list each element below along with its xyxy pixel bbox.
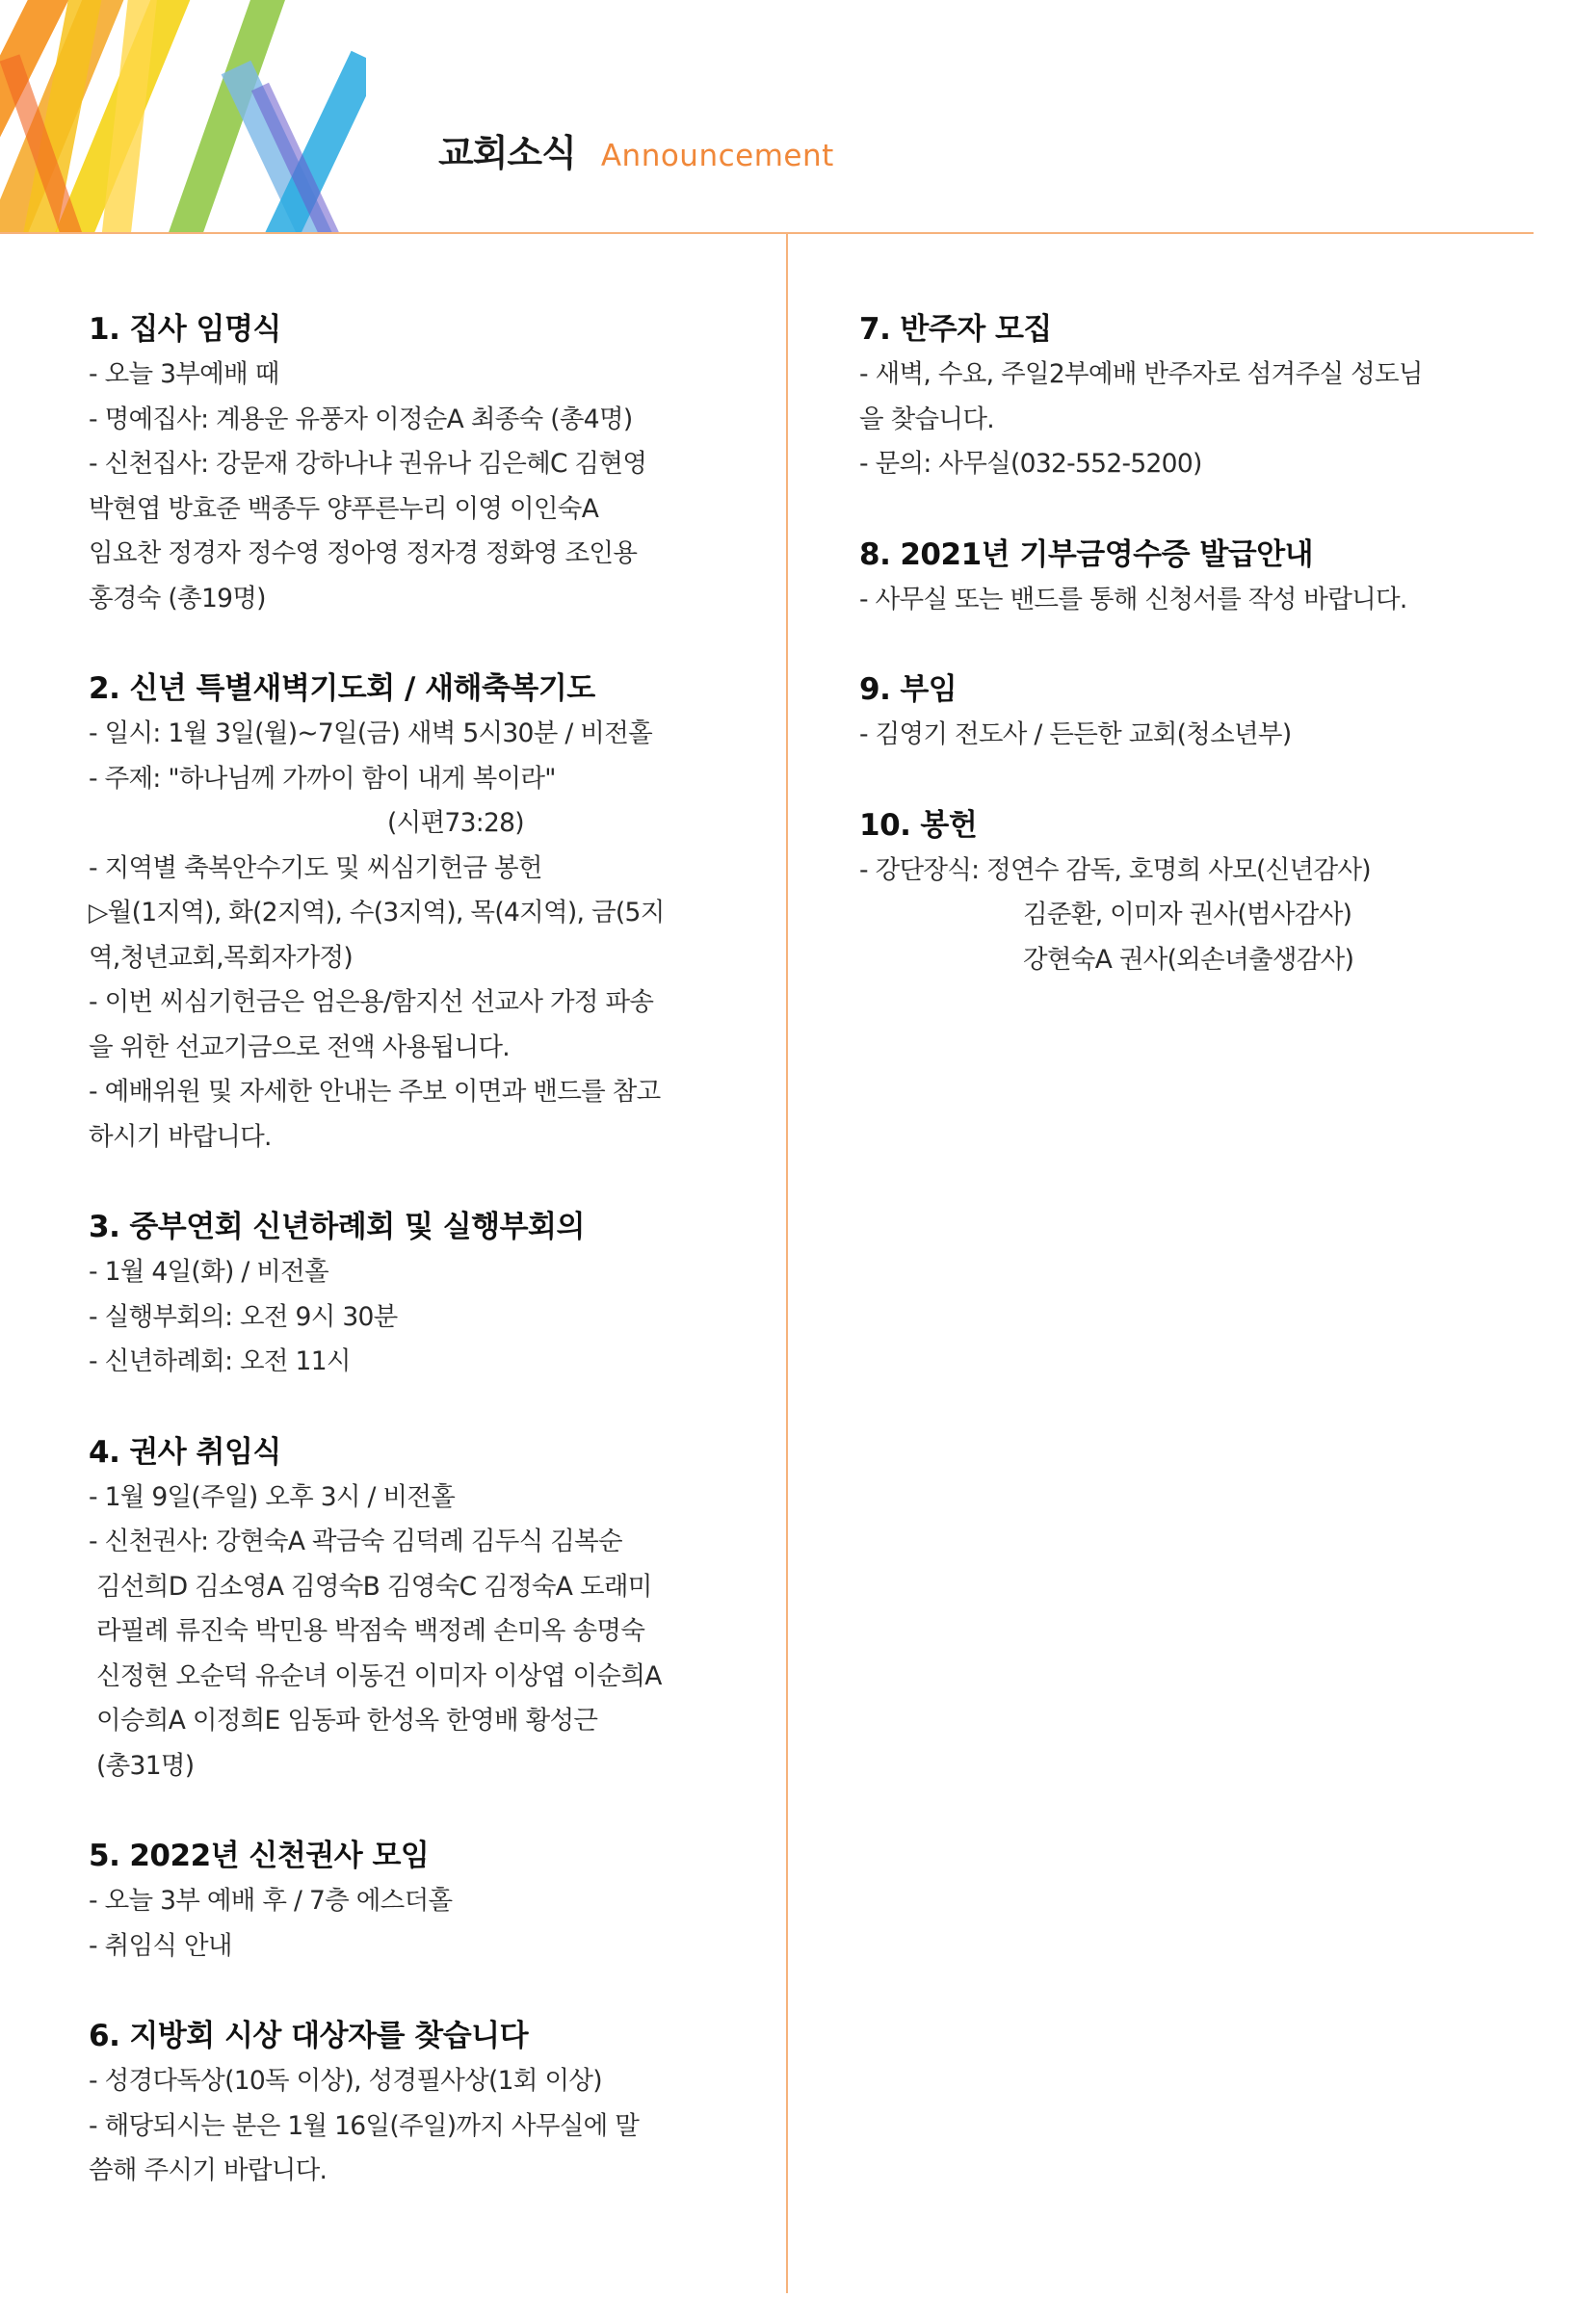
announcement-section: [859, 666, 1514, 758]
section-title: [89, 1429, 744, 1475]
page-subtitle: Announcement: [600, 139, 834, 173]
section-line: - 새벽, 수요, 주일2부예배 반주자로 섬겨주실 성도님: [859, 359, 1423, 389]
section-line: - 신년하례회: 오전 11시: [89, 1346, 351, 1376]
section-title: [89, 1833, 744, 1879]
section-line: - 1월 4일(화) / 비전홀: [89, 1257, 328, 1287]
section-number: 9.: [859, 672, 891, 707]
announcement-section: [89, 1204, 744, 1385]
announcement-section: [859, 306, 1514, 487]
section-line: - 1월 9일(주일) 오후 3시 / 비전홀: [89, 1481, 456, 1512]
section-title: [859, 532, 1514, 578]
section-line: 이승희A 이정희E 임동파 한성옥 한영배 황성근: [96, 1706, 598, 1736]
announcement-section: [859, 802, 1514, 983]
section-title: [89, 666, 744, 712]
header-divider: [0, 232, 1534, 234]
section-line: (시편73:28): [387, 808, 524, 838]
section-title: [89, 1204, 744, 1250]
section-line: - 지역별 축복안수기도 및 씨심기헌금 봉헌: [89, 852, 542, 883]
announcement-section: [89, 666, 744, 1160]
section-number: 3.: [89, 1210, 120, 1244]
announcement-section: [89, 306, 744, 621]
section-title-text: 2022년 신천권사 모임: [129, 1839, 430, 1873]
page-title: 교회소식: [438, 132, 576, 174]
section-line: - 일시: 1월 3일(월)~7일(금) 새벽 5시30분 / 비전홀: [89, 718, 652, 748]
section-number: 5.: [89, 1839, 120, 1873]
section-number: 8.: [859, 536, 891, 572]
section-title-text: 부임: [900, 672, 958, 707]
section-number: 2.: [89, 671, 120, 706]
section-title-text: 반주자 모집: [900, 312, 1052, 347]
section-line: 박현엽 방효준 백종두 양푸른누리 이영 이인숙A: [89, 493, 599, 524]
section-line: - 성경다독상(10독 이상), 성경필사상(1회 이상): [89, 2066, 602, 2096]
section-line: - 해당되시는 분은 1월 16일(주일)까지 사무실에 말: [89, 2110, 640, 2141]
section-title-text: 권사 취임식: [129, 1434, 281, 1470]
section-line: - 문의: 사무실(032-552-5200): [859, 449, 1202, 479]
section-number: 7.: [859, 312, 891, 347]
section-title-text: 지방회 시상 대상자를 찾습니다: [129, 2019, 529, 2053]
section-line: 을 찾습니다.: [859, 404, 994, 434]
section-line: - 사무실 또는 밴드를 통해 신청서를 작성 바랍니다.: [859, 584, 1407, 614]
right-column: [859, 306, 1514, 1027]
announcement-section: [859, 532, 1514, 623]
section-title: [859, 802, 1514, 849]
section-title-text: 신년 특별새벽기도회 / 새해축복기도: [129, 671, 595, 706]
announcement-section: [89, 1833, 744, 1969]
section-line: 씀해 주시기 바랍니다.: [89, 2155, 328, 2185]
section-line: - 명예집사: 계용운 유풍자 이정순A 최종숙 (총4명): [89, 404, 633, 434]
section-line: 신정현 오순덕 유순녀 이동건 이미자 이상엽 이순희A: [96, 1660, 662, 1691]
section-title: [89, 306, 744, 353]
section-title: [89, 2013, 744, 2059]
section-line: - 강단장식: 정연수 감독, 호명희 사모(신년감사): [859, 854, 1371, 885]
page-header: [438, 123, 834, 176]
section-line: 강현숙A 권사(외손녀출생감사): [1023, 944, 1354, 975]
section-line: - 이번 씨심기헌금은 엄은용/함지선 선교사 가정 파송: [89, 987, 654, 1017]
section-line: - 오늘 3부예배 때: [89, 359, 279, 389]
section-line: 홍경숙 (총19명): [89, 583, 266, 614]
announcement-section: [89, 2013, 744, 2194]
section-line: - 김영기 전도사 / 든든한 교회(청소년부): [859, 719, 1292, 749]
section-line: 김준환, 이미자 권사(범사감사): [1023, 900, 1352, 929]
section-line: - 취임식 안내: [89, 1930, 232, 1961]
section-line: (총31명): [96, 1750, 195, 1781]
section-number: 1.: [89, 312, 120, 347]
section-number: 10.: [859, 807, 911, 843]
section-line: 라필례 류진숙 박민용 박점숙 백정례 손미옥 송명숙: [96, 1616, 645, 1646]
column-divider: [786, 234, 788, 2293]
section-number: 6.: [89, 2019, 120, 2053]
section-line: - 예배위원 및 자세한 안내는 주보 이면과 밴드를 참고: [89, 1077, 661, 1107]
section-title-text: 봉헌: [920, 807, 978, 843]
section-title-text: 2021년 기부금영수증 발급안내: [900, 536, 1314, 572]
section-number: 4.: [89, 1434, 120, 1470]
section-title-text: 중부연회 신년하례회 및 실행부회의: [129, 1210, 585, 1244]
section-line: 역,청년교회,목회자가정): [89, 942, 354, 973]
section-line: 하시기 바랍니다.: [89, 1121, 272, 1152]
section-line: - 오늘 3부 예배 후 / 7층 에스더홀: [89, 1886, 453, 1916]
section-line: 임요찬 정경자 정수영 정아영 정자경 정화영 조인용: [89, 538, 638, 568]
section-title-text: 집사 임명식: [129, 312, 281, 347]
section-line: - 주제: "하나님께 가까이 함이 내게 복이라": [89, 763, 556, 794]
announcement-section: [89, 1429, 744, 1789]
section-title: [859, 306, 1514, 353]
section-line: - 신천집사: 강문재 강하나냐 권유나 김은혜C 김현영: [89, 449, 647, 479]
section-line: ▷월(1지역), 화(2지역), 수(3지역), 목(4지역), 금(5지: [89, 898, 665, 927]
section-line: - 신천권사: 강현숙A 곽금숙 김덕례 김두식 김복순: [89, 1527, 622, 1556]
section-line: - 실행부회의: 오전 9시 30분: [89, 1301, 398, 1332]
left-column: [89, 306, 744, 2238]
section-line: 김선희D 김소영A 김영숙B 김영숙C 김정숙A 도래미: [96, 1571, 652, 1602]
section-line: 을 위한 선교기금으로 전액 사용됩니다.: [89, 1031, 511, 1062]
decorative-stripes: [0, 0, 366, 233]
section-title: [859, 666, 1514, 713]
